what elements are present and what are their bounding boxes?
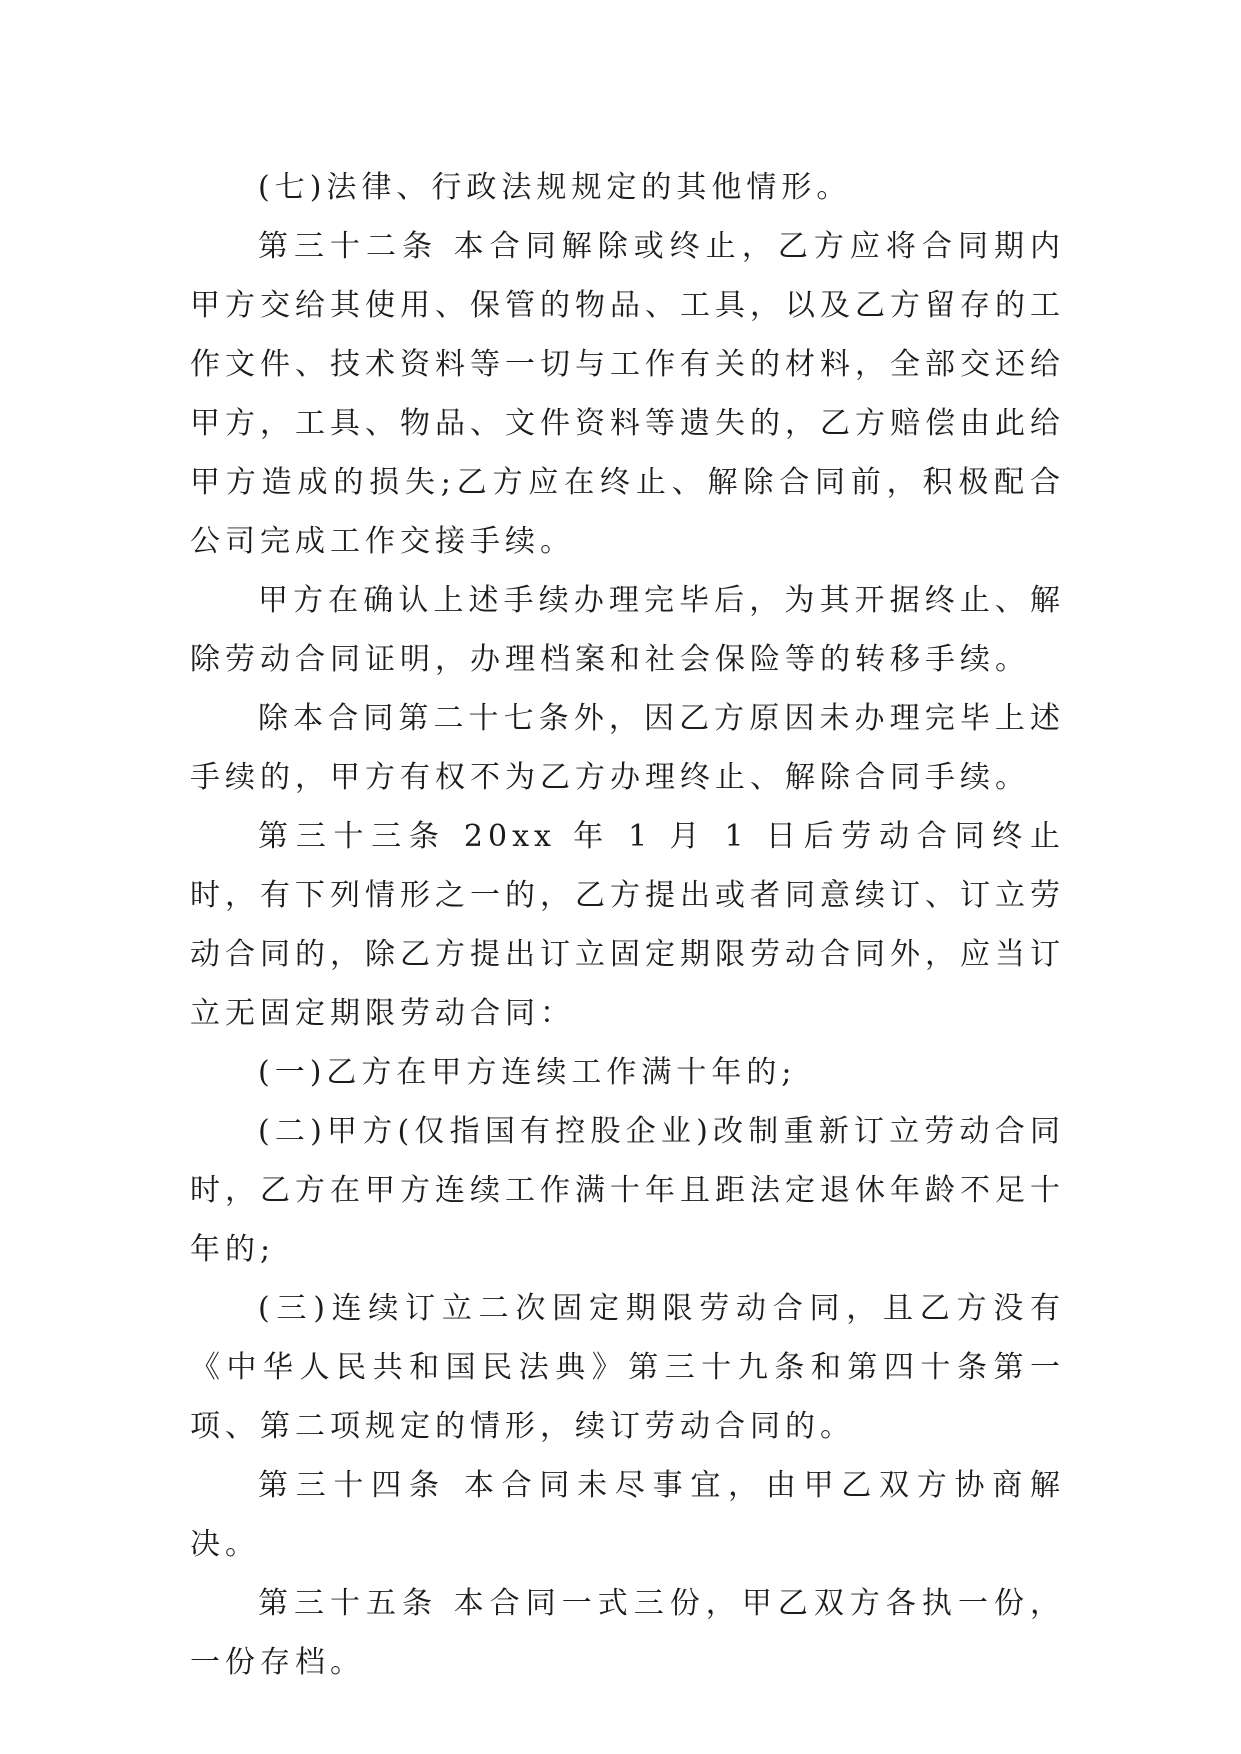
paragraph-article-35: 第三十五条 本合同一式三份，甲乙双方各执一份，一份存档。	[190, 1586, 1065, 1680]
paragraph-article-33-item-3: (三)连续订立二次固定期限劳动合同，且乙方没有《中华人民共和国民法典》第三十九条和第四十条第一项、第二项规定的情形，续订劳动合同的。	[190, 1291, 1065, 1444]
paragraph-article-32-exception: 除本合同第二十七条外，因乙方原因未办理完毕上述手续的，甲方有权不为乙方办理终止、解除合同手续。	[190, 701, 1065, 795]
paragraph-article-34: 第三十四条 本合同未尽事宜，由甲乙双方协商解决。	[190, 1468, 1065, 1562]
paragraph-clause-31-item-7: (七)法律、行政法规规定的其他情形。	[258, 170, 852, 205]
paragraph-article-33-item-1: (一)乙方在甲方连续工作满十年的;	[258, 1055, 797, 1090]
paragraph-article-32-certificate: 甲方在确认上述手续办理完毕后，为其开据终止、解除劳动合同证明，办理档案和社会保险等的转移手续。	[190, 583, 1065, 677]
paragraph-article-33: 第三十三条 20xx 年 1 月 1 日后劳动合同终止时，有下列情形之一的，乙方提出或者同意续订、订立劳动合同的，除乙方提出订立固定期限劳动合同外，应当订立无固定期限劳动合同：	[190, 819, 1065, 1031]
paragraph-article-32: 第三十二条 本合同解除或终止，乙方应将合同期内甲方交给其使用、保管的物品、工具，以及乙方留存的工作文件、技术资料等一切与工作有关的材料，全部交还给甲方，工具、物品、文件资料等遗失的，乙方赔偿由此给甲方造成的损失;乙方应在终止、解除合同前，积极配合公司完成工作交接手续。	[190, 229, 1065, 559]
document-body	[190, 158, 1065, 1692]
paragraph-article-33-item-2: (二)甲方(仅指国有控股企业)改制重新订立劳动合同时，乙方在甲方连续工作满十年且距法定退休年龄不足十年的;	[190, 1114, 1065, 1267]
